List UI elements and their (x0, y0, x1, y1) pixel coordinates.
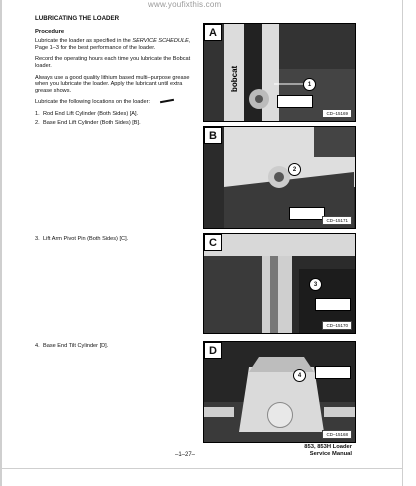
paragraph-2: Record the operating hours each time you lubricate the Bobcat loader. (35, 56, 191, 69)
list-item: 2. Base End Lift Cylinder (Both Sides) [B]. (35, 119, 141, 126)
figure-label: A (204, 24, 222, 41)
list-item-d: 4. Base End Tilt Cylinder [D]. (35, 343, 109, 349)
callout: 1 (303, 78, 316, 91)
list-item: 1. Rod End Lift Cylinder (Both Sides) [A]. (35, 110, 139, 117)
figure-code: CD–15171 (322, 216, 352, 225)
page-edge-left (0, 0, 2, 486)
figure-a (203, 23, 356, 122)
figure-code: CD–15170 (322, 321, 352, 330)
callout: 3 (309, 278, 322, 291)
figure-label: C (204, 234, 222, 251)
grease-gun-icon (289, 207, 325, 220)
figure-c (203, 233, 356, 334)
figure-label: B (204, 127, 222, 144)
figure-code: CD–15168 (322, 430, 352, 439)
callout: 2 (288, 163, 301, 176)
lube-list-ab (35, 111, 195, 126)
paragraph-3: Always use a good quality lithium based multi–purpose grease when you lubricate the loader. Apply the lubricant until extra grease shows. (35, 74, 190, 94)
figure-code: CD–15169 (322, 109, 352, 118)
page-edge-bottom (0, 468, 403, 469)
model-name: 853, 853H Loader (304, 444, 352, 450)
page-edge-right (402, 0, 403, 486)
figure-d (203, 341, 356, 443)
procedure-heading: Procedure (35, 28, 65, 35)
grease-gun-icon (315, 366, 351, 379)
footer-model (304, 444, 352, 458)
grease-gun-icon (277, 95, 313, 108)
list-item-c: 3. Lift Arm Pivot Pin (Both Sides) [C]. (35, 236, 129, 242)
callout: 4 (293, 369, 306, 382)
figure-b-photo (204, 127, 355, 228)
instructions-column (35, 16, 195, 128)
bobcat-stamp: bobcat (230, 65, 239, 92)
watermark: www.youfixthis.com (148, 0, 222, 9)
section-title: LUBRICATING THE LOADER (35, 15, 120, 22)
page-number: –1–27– (175, 452, 196, 458)
figure-label: D (204, 342, 222, 359)
grease-gun-icon (315, 298, 351, 311)
paragraph-1: Lubricate the loader as specified in the SERVICE SCHEDULE, Page 1–3 for the best performance of the loader. (35, 38, 191, 51)
americas-bobcat-badge (267, 402, 293, 428)
manual-name: Service Manual (309, 451, 352, 457)
figure-b (203, 126, 356, 229)
paragraph-4: Lubricate the following locations on the loader: (35, 99, 151, 106)
figure-c-photo (204, 234, 355, 333)
